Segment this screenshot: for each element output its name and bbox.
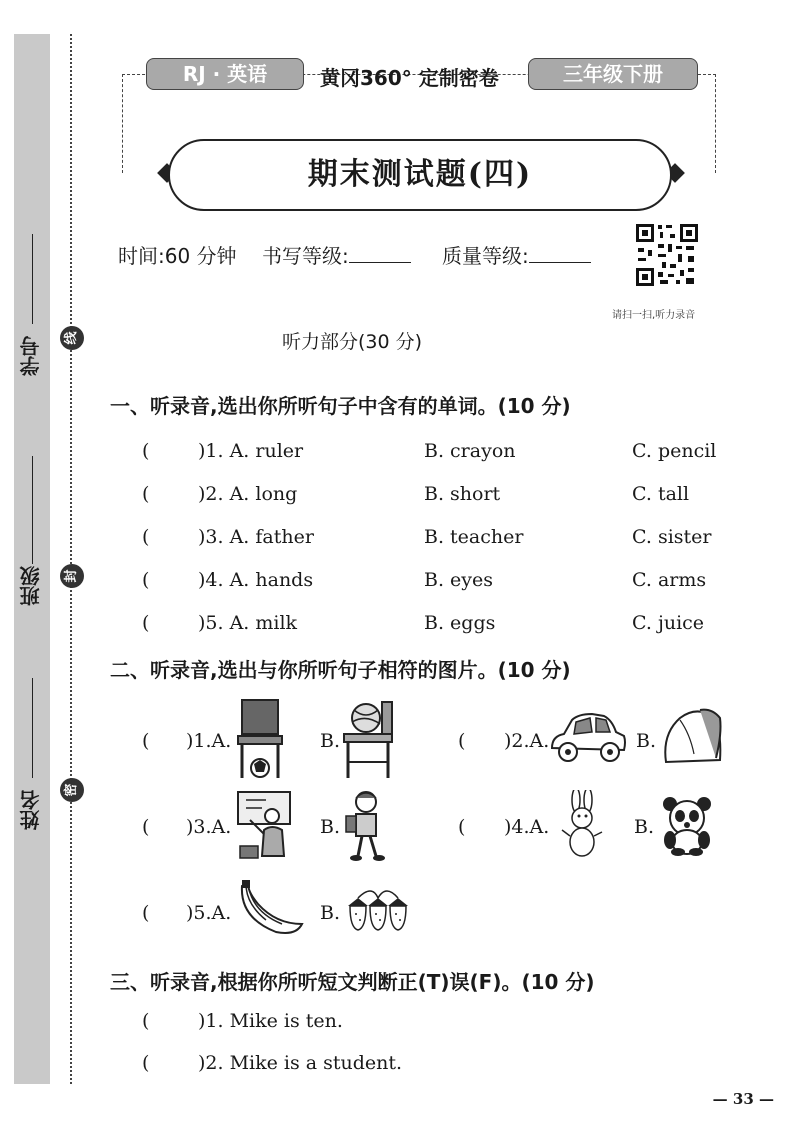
s1-option-b: B. crayon (424, 440, 516, 462)
s2-item5-b-label: B. (320, 902, 341, 924)
quality-grade-label: 质量等级: (442, 244, 529, 268)
grade-pill: 三年级下册 (528, 58, 698, 90)
s2-item2-a-label: )2.A. (504, 730, 550, 752)
answer-paren[interactable]: ( (142, 612, 150, 634)
answer-paren[interactable]: ( (458, 816, 466, 838)
qr-code-icon[interactable] (634, 222, 700, 288)
strawberries-icon (342, 884, 414, 934)
page-number: — 33 — (712, 1090, 774, 1108)
seal-feng: 封 (60, 564, 84, 588)
seal-xian: 线 (60, 326, 84, 350)
answer-paren[interactable]: ( (142, 440, 150, 462)
time-limit: 时间:60 分钟 (118, 244, 237, 268)
quality-grade-blank[interactable] (529, 244, 591, 263)
quality-grade (442, 240, 591, 269)
s1-option-c: C. tall (632, 483, 690, 505)
answer-paren[interactable]: ( (458, 730, 466, 752)
s1-option-a: )2. A. long (198, 483, 298, 505)
s1-option-c: C. sister (632, 526, 712, 548)
s2-item1-b-label: B. (320, 730, 341, 752)
student-no-label: 学号 (19, 336, 43, 376)
s2-item4-b-label: B. (634, 816, 655, 838)
teacher-at-board-icon (236, 790, 292, 860)
s2-item3-a-label: )3.A. (186, 816, 232, 838)
chair-with-ball-icon (236, 698, 284, 780)
bananas-icon (236, 878, 306, 940)
name-label: 姓名 (19, 790, 43, 830)
s1-option-b: B. eyes (424, 569, 494, 591)
class-label: 班级 (19, 566, 43, 606)
s1-option-c: C. juice (632, 612, 705, 634)
section3-title: 三、听录音,根据你所听短文判断正(T)误(F)。(10 分) (110, 970, 595, 994)
qr-caption: 请扫一扫,听力录音 (612, 310, 696, 321)
s2-item5-a-label: )5.A. (186, 902, 232, 924)
answer-paren[interactable]: ( (142, 816, 150, 838)
answer-paren[interactable]: ( (142, 483, 150, 505)
subject-pill: RJ · 英语 (146, 58, 304, 90)
s1-option-a: )1. A. ruler (198, 440, 304, 462)
s2-item4-a-label: )4.A. (504, 816, 550, 838)
car-icon (548, 708, 628, 766)
s2-item3-b-label: B. (320, 816, 341, 838)
listening-heading: 听力部分(30 分) (282, 331, 423, 353)
s2-item2-b-label: B. (636, 730, 657, 752)
chair-with-ball-on-seat-icon (342, 700, 396, 780)
class-line (32, 456, 33, 564)
answer-paren[interactable]: ( (142, 902, 150, 924)
series-title: 黄冈360° 定制密卷 (320, 66, 499, 90)
panda-icon (656, 794, 718, 856)
s1-option-c: C. arms (632, 569, 707, 591)
s3-statement: )2. Mike is a student. (198, 1052, 403, 1074)
answer-paren[interactable]: ( (142, 569, 150, 591)
student-with-backpack-icon (342, 788, 390, 864)
exam-title: 期末测试题(四) (168, 139, 672, 211)
writing-grade-blank[interactable] (349, 244, 411, 263)
s2-item1-a-label: )1.A. (186, 730, 232, 752)
s1-option-a: )4. A. hands (198, 569, 314, 591)
section2-title: 二、听录音,选出与你所听句子相符的图片。(10 分) (110, 658, 571, 682)
answer-paren[interactable]: ( (142, 1010, 150, 1032)
s1-option-b: B. short (424, 483, 501, 505)
answer-paren[interactable]: ( (142, 526, 150, 548)
answer-paren[interactable]: ( (142, 1052, 150, 1074)
s3-statement: )1. Mike is ten. (198, 1010, 343, 1032)
cut-line (70, 34, 72, 1084)
rabbit-icon (558, 790, 608, 862)
answer-paren[interactable]: ( (142, 730, 150, 752)
section1-title: 一、听录音,选出你所听句子中含有的单词。(10 分) (110, 394, 571, 418)
cap-icon (660, 704, 724, 772)
student-no-line (32, 234, 33, 324)
s1-option-a: )3. A. father (198, 526, 314, 548)
seal-mi: 密 (60, 778, 84, 802)
name-line (32, 678, 33, 778)
s1-option-b: B. eggs (424, 612, 496, 634)
s1-option-c: C. pencil (632, 440, 717, 462)
s1-option-b: B. teacher (424, 526, 524, 548)
s1-option-a: )5. A. milk (198, 612, 298, 634)
writing-grade-label: 书写等级: (262, 244, 349, 268)
writing-grade (262, 240, 411, 269)
